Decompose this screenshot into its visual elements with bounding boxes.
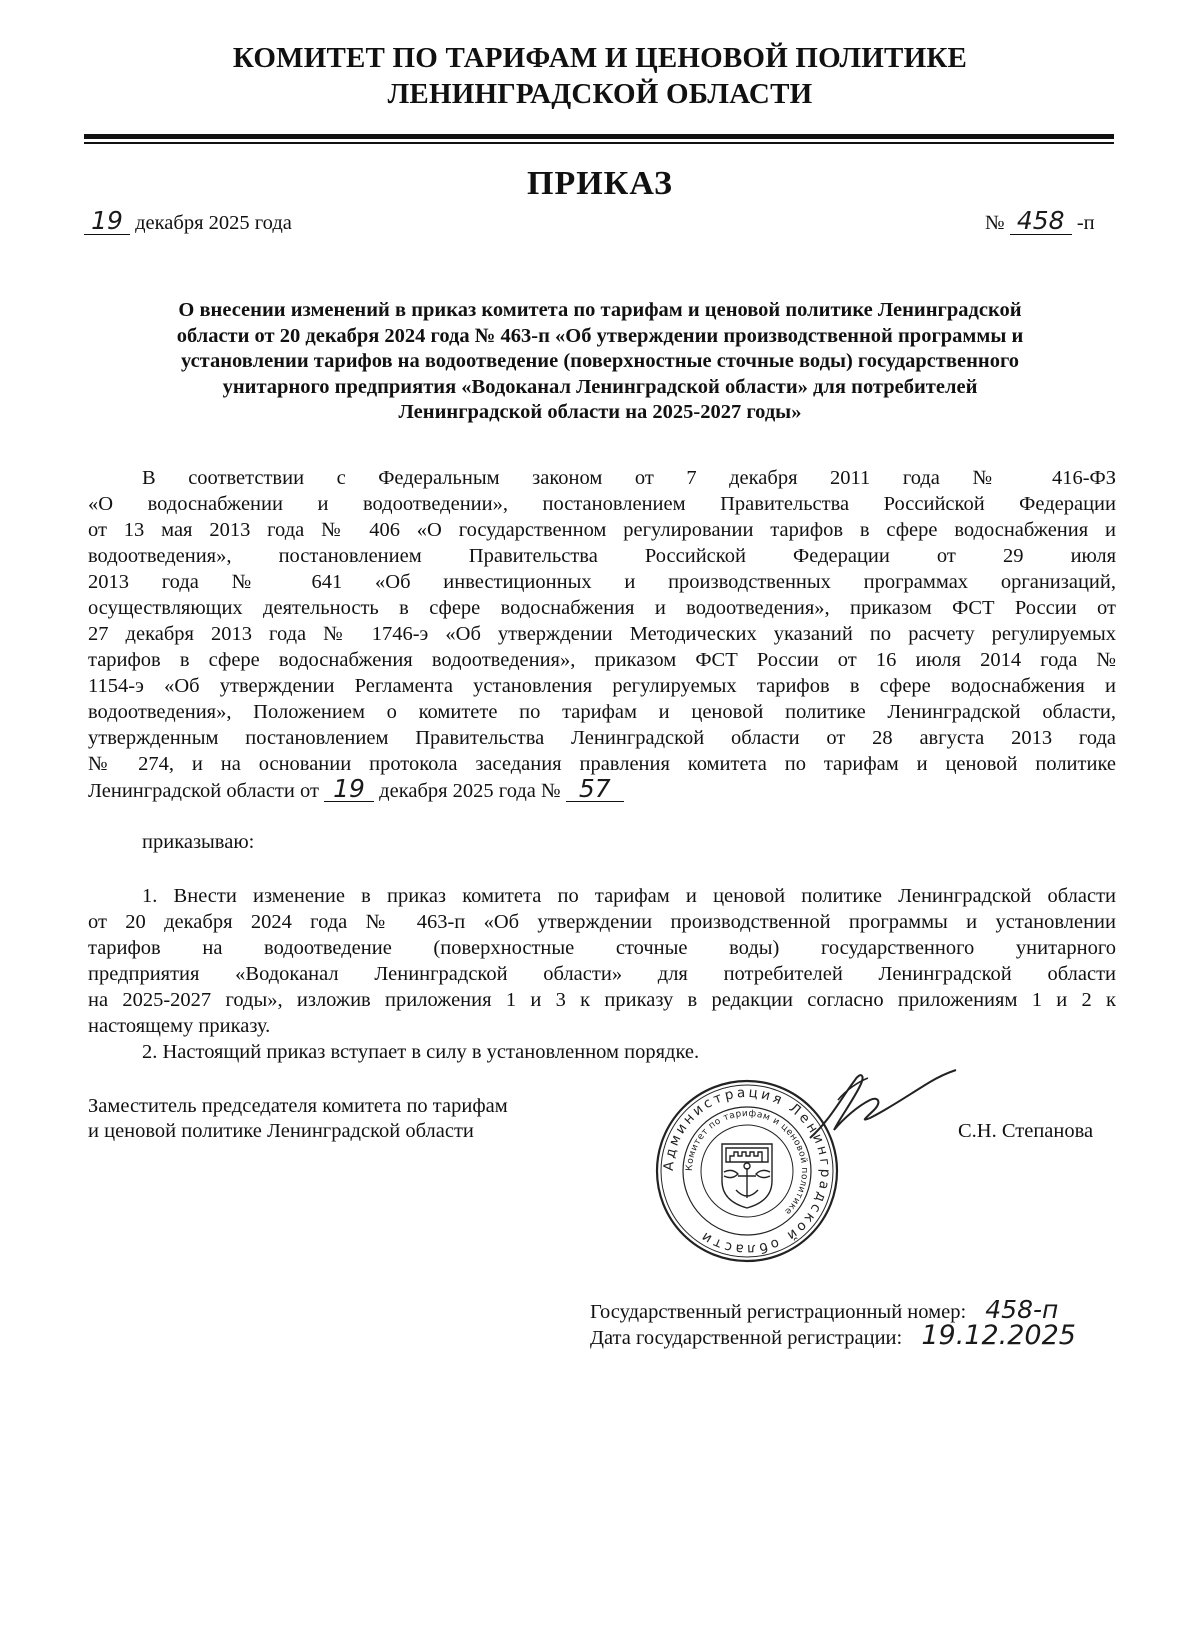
signatory-position-line2: и ценовой политике Ленинградской области bbox=[88, 1120, 474, 1142]
preamble-line: от 13 мая 2013 года № 406 «О государственном регулировании тарифов в сфере водоснабжения и bbox=[88, 519, 1116, 541]
header-rule-thin bbox=[84, 142, 1114, 144]
preamble-line: тарифов в сфере водоснабжения водоотведения», приказом ФСТ России от 16 июля 2014 года № bbox=[88, 649, 1116, 671]
order-title-line: унитарного предприятия «Водоканал Ленинградской области» для потребителей bbox=[222, 375, 978, 398]
preamble-last-middle: декабря 2025 года № bbox=[379, 780, 561, 802]
protocol-number: 57 bbox=[566, 777, 624, 802]
order-number-prefix: № bbox=[985, 212, 1005, 234]
order-word: приказываю: bbox=[142, 831, 255, 853]
order-date-rest: декабря 2025 года bbox=[135, 212, 292, 234]
order-title-line: О внесении изменений в приказ комитета по тарифам и ценовой политике Ленинградской bbox=[178, 299, 1022, 321]
order-title-line: установлении тарифов на водоотведение (поверхностные сточные воды) государственного bbox=[180, 350, 1020, 372]
order-number-value: 458 bbox=[1010, 208, 1072, 235]
protocol-date-day: 19 bbox=[324, 777, 374, 802]
registration-number-label: Государственный регистрационный номер: bbox=[590, 1301, 967, 1323]
registration-date-row bbox=[590, 1320, 1076, 1351]
registration-number-value: 458-п bbox=[985, 1295, 1059, 1324]
registration-date-label: Дата государственной регистрации: bbox=[590, 1327, 903, 1349]
item1-line: 1. Внести изменение в приказ комитета по тарифам и ценовой политике Ленинградской области bbox=[142, 885, 1116, 907]
preamble-line: «О водоснабжении и водоотведении», постановлением Правительства Российской Федерации bbox=[88, 493, 1116, 515]
item1-line: на 2025-2027 годы», изложив приложения 1 и 3 к приказу в редакции согласно приложениям 1 и 2 к bbox=[88, 989, 1116, 1011]
committee-name-line2: ЛЕНИНГРАДСКОЙ ОБЛАСТИ bbox=[387, 78, 813, 110]
signatory-name: С.Н. Степанова bbox=[958, 1120, 1094, 1142]
order-title-line: области от 20 декабря 2024 года № 463-п «Об утверждении производственной программы и bbox=[176, 324, 1024, 347]
seal-outer-text: Администрация Ленинградской области bbox=[660, 1084, 834, 1258]
item1-line: тарифов на водоотведение (поверхностные сточные воды) государственного унитарного bbox=[88, 937, 1116, 959]
preamble-line: 2013 года № 641 «Об инвестиционных и производственных программах организаций, bbox=[88, 571, 1116, 593]
preamble-line: № 274, и на основании протокола заседания правления комитета по тарифам и ценовой политике bbox=[88, 753, 1116, 775]
document-type: ПРИКАЗ bbox=[527, 165, 673, 202]
item1-line: настоящему приказу. bbox=[88, 1015, 271, 1037]
order-number-suffix: -п bbox=[1076, 212, 1095, 234]
order-date bbox=[84, 208, 292, 235]
preamble-line: утвержденным постановлением Правительства Ленинградской области от 28 августа 2013 года bbox=[88, 727, 1116, 749]
header-rule-thick bbox=[84, 134, 1114, 139]
preamble-line: осуществляющих деятельность в сфере водоснабжения и водоотведения», приказом ФСТ России от bbox=[88, 597, 1116, 619]
coat-of-arms-icon bbox=[722, 1144, 772, 1208]
preamble-last-before: Ленинградской области от bbox=[88, 780, 319, 802]
preamble-line: 27 декабря 2013 года № 1746-э «Об утверждении Методических указаний по расчету регулируемых bbox=[88, 623, 1116, 645]
preamble-last-line bbox=[88, 774, 624, 803]
seal-inner-text: Комитет по тарифам и ценовой политике bbox=[684, 1108, 810, 1217]
registration-date-value: 19.12.2025 bbox=[921, 1320, 1076, 1351]
item1-line: предприятия «Водоканал Ленинградской области» для потребителей Ленинградской области bbox=[88, 963, 1116, 985]
committee-name-line1: КОМИТЕТ ПО ТАРИФАМ И ЦЕНОВОЙ ПОЛИТИКЕ bbox=[232, 42, 968, 74]
item2: 2. Настоящий приказ вступает в силу в установленном порядке. bbox=[142, 1041, 700, 1063]
item1-line: от 20 декабря 2024 года № 463-п «Об утверждении производственной программы и установлении bbox=[88, 911, 1116, 933]
preamble-line: 1154-э «Об утверждении Регламента установления регулируемых тарифов в сфере водоснабжения и bbox=[88, 675, 1116, 697]
preamble-line: водоотведения», Положением о комитете по тарифам и ценовой политике Ленинградской области, bbox=[88, 701, 1116, 723]
order-date-day: 19 bbox=[84, 208, 130, 235]
order-title-line: Ленинградской области на 2025-2027 годы» bbox=[398, 401, 802, 423]
order-title bbox=[100, 298, 1100, 426]
handwritten-signature bbox=[800, 1060, 960, 1155]
signatory-position-line1: Заместитель председателя комитета по тарифам bbox=[88, 1095, 508, 1117]
preamble-line: водоотведения», постановлением Правительства Российской Федерации от 29 июля bbox=[88, 545, 1116, 567]
order-number bbox=[985, 208, 1095, 235]
preamble-line: В соответствии с Федеральным законом от 7 декабря 2011 года № 416-ФЗ bbox=[142, 467, 1116, 489]
